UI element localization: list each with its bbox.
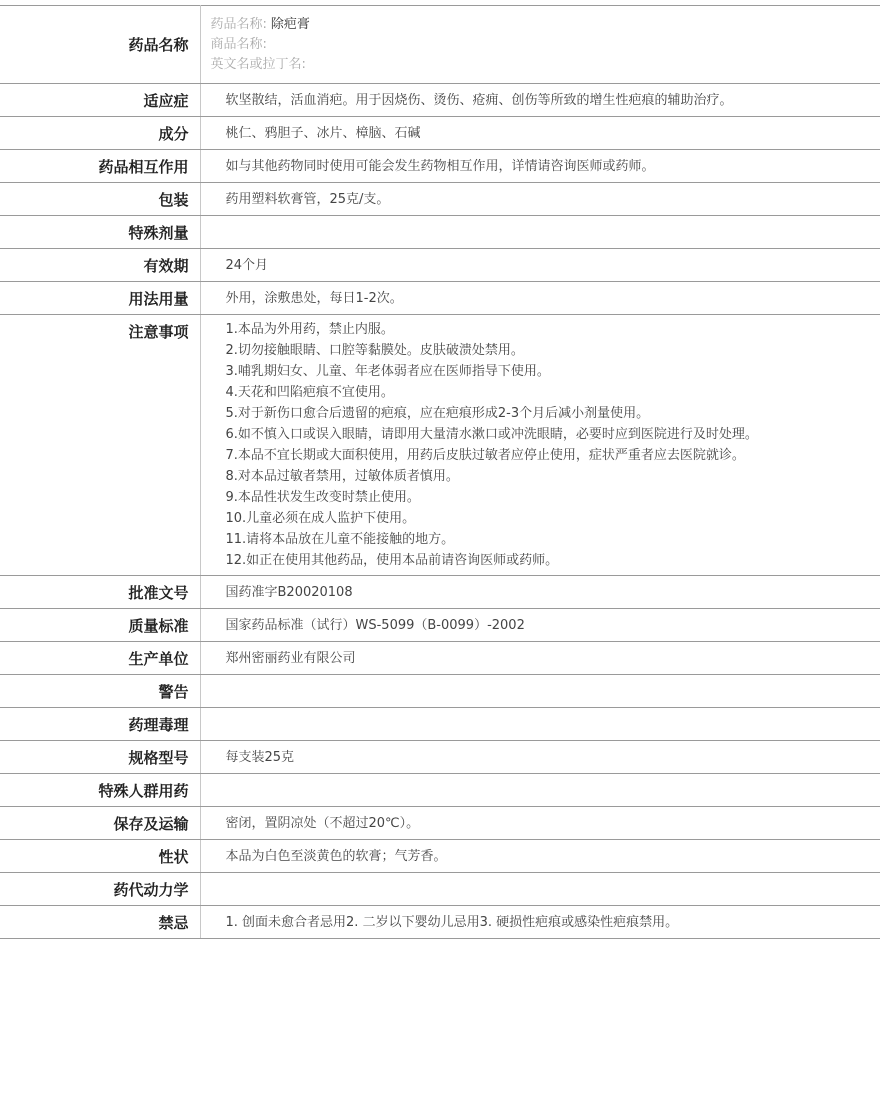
row-value: 本品为白色至淡黄色的软膏；气芳香。	[200, 840, 880, 873]
name-values	[200, 6, 880, 84]
row-label: 包装	[0, 183, 200, 216]
row-label: 批准文号	[0, 576, 200, 609]
generic-name-value: 除疤膏	[270, 16, 310, 32]
row-usage-dosage	[0, 282, 880, 315]
row-label: 禁忌	[0, 906, 200, 939]
generic-name-key: 药品名称:	[210, 16, 267, 32]
row-label: 药代动力学	[0, 873, 200, 906]
row-drug-interactions	[0, 150, 880, 183]
row-value: 郑州密丽药业有限公司	[200, 642, 880, 675]
row-value: 药用塑料软膏管，25克/支。	[200, 183, 880, 216]
row-value: 外用，涂敷患处，每日1-2次。	[200, 282, 880, 315]
trade-name-key: 商品名称:	[210, 36, 267, 52]
english-name-line	[211, 55, 880, 75]
trade-name-line	[211, 35, 880, 55]
row-storage	[0, 807, 880, 840]
row-label: 警告	[0, 675, 200, 708]
precaution-item: 9.本品性状发生改变时禁止使用。	[225, 490, 420, 505]
row-label: 特殊人群用药	[0, 774, 200, 807]
row-label: 规格型号	[0, 741, 200, 774]
row-value	[200, 675, 880, 708]
row-value	[200, 873, 880, 906]
precaution-item: 12.如正在使用其他药品，使用本品前请咨询医师或药师。	[225, 553, 559, 568]
english-name-key: 英文名或拉丁名:	[210, 56, 306, 72]
precaution-item: 1.本品为外用药，禁止内服。	[225, 322, 394, 337]
precaution-item: 5.对于新伤口愈合后遗留的疤痕，应在疤痕形成2-3个月后减小剂量使用。	[225, 406, 650, 421]
precautions-list	[200, 315, 880, 576]
row-value: 如与其他药物同时使用可能会发生药物相互作用，详情请咨询医师或药师。	[200, 150, 880, 183]
precaution-item: 2.切勿接触眼睛、口腔等黏膜处。皮肤破溃处禁用。	[225, 343, 524, 358]
drug-info-document	[0, 5, 880, 939]
row-label: 适应症	[0, 84, 200, 117]
row-value: 1. 创面未愈合者忌用2. 二岁以下婴幼儿忌用3. 硬损性疤痕或感染性疤痕禁用。	[200, 906, 880, 939]
row-value: 软坚散结，活血消疤。用于因烧伤、烫伤、疮痈、创伤等所致的增生性疤痕的辅助治疗。	[200, 84, 880, 117]
row-indications	[0, 84, 880, 117]
row-label: 有效期	[0, 249, 200, 282]
row-quality-standard	[0, 609, 880, 642]
row-warning	[0, 675, 880, 708]
precaution-item: 8.对本品过敏者禁用，过敏体质者慎用。	[225, 469, 459, 484]
row-packaging	[0, 183, 880, 216]
row-value: 每支装25克	[200, 741, 880, 774]
row-specification	[0, 741, 880, 774]
row-special-populations	[0, 774, 880, 807]
row-precautions	[0, 315, 880, 576]
row-label: 药品名称	[0, 6, 200, 84]
precaution-item: 3.哺乳期妇女、儿童、年老体弱者应在医师指导下使用。	[225, 364, 550, 379]
row-value: 24个月	[200, 249, 880, 282]
row-label: 特殊剂量	[0, 216, 200, 249]
row-label: 保存及运输	[0, 807, 200, 840]
row-value: 密闭，置阴凉处（不超过20℃）。	[200, 807, 880, 840]
precaution-item: 11.请将本品放在儿童不能接触的地方。	[225, 532, 455, 547]
row-label: 药品相互作用	[0, 150, 200, 183]
row-description	[0, 840, 880, 873]
row-value	[200, 774, 880, 807]
row-approval-number	[0, 576, 880, 609]
precaution-item: 7.本品不宜长期或大面积使用，用药后皮肤过敏者应停止使用，症状严重者应去医院就诊。	[225, 448, 745, 463]
precaution-item: 6.如不慎入口或误入眼睛，请即用大量清水漱口或冲洗眼睛，必要时应到医院进行及时处理。	[225, 427, 758, 442]
generic-name-line	[211, 15, 880, 35]
row-pharmacology	[0, 708, 880, 741]
drug-info-table	[0, 5, 880, 939]
row-value	[200, 708, 880, 741]
row-label: 生产单位	[0, 642, 200, 675]
row-label: 成分	[0, 117, 200, 150]
row-label: 药理毒理	[0, 708, 200, 741]
precaution-item: 4.天花和凹陷疤痕不宜使用。	[225, 385, 394, 400]
row-shelf-life	[0, 249, 880, 282]
row-label: 质量标准	[0, 609, 200, 642]
row-special-dosage	[0, 216, 880, 249]
precaution-item: 10.儿童必须在成人监护下使用。	[225, 511, 416, 526]
row-value	[200, 216, 880, 249]
row-value: 国药准字B20020108	[200, 576, 880, 609]
row-ingredients	[0, 117, 880, 150]
row-value: 桃仁、鸦胆子、冰片、樟脑、石碱	[200, 117, 880, 150]
row-label: 注意事项	[0, 315, 200, 576]
row-label: 用法用量	[0, 282, 200, 315]
row-label: 性状	[0, 840, 200, 873]
row-drug-name	[0, 6, 880, 84]
row-manufacturer	[0, 642, 880, 675]
row-value: 国家药品标准（试行）WS-5099（B-0099）-2002	[200, 609, 880, 642]
row-pharmacokinetics	[0, 873, 880, 906]
row-contraindications	[0, 906, 880, 939]
